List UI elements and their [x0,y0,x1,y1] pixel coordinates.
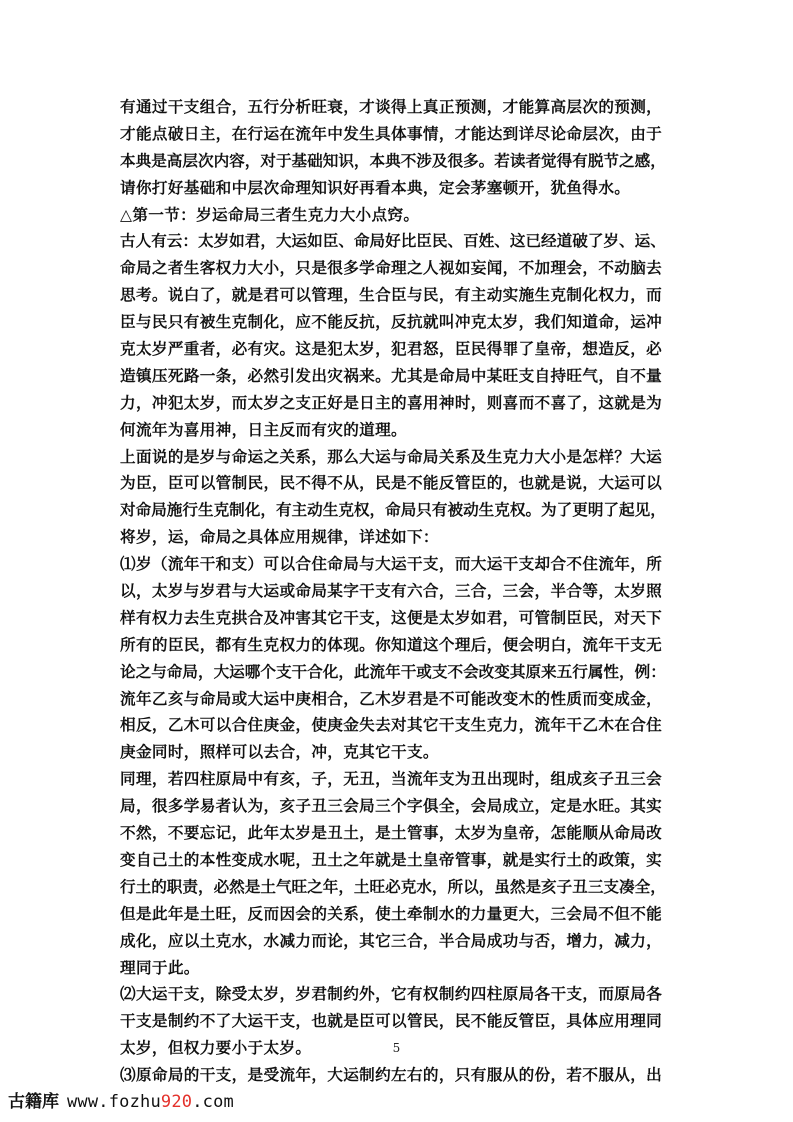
text-line: 相反，乙木可以合住庚金，使庚金失去对其它干支生克力，流年干乙木在合住 [120,716,663,735]
body-text [120,94,676,1089]
text-line: 理同于此。 [120,958,200,977]
text-line: 将岁，运，命局之具体应用规律，详述如下： [120,528,439,547]
watermark-url-number: 920 [160,1092,193,1112]
text-line: ⑵大运干支，除受太岁，岁君制约外，它有权制约四柱原局各干支，而原局各 [120,985,663,1004]
text-line: 为臣，臣可以管制民，民不得不从，民是不能反管臣的，也就是说，大运可以 [120,474,663,493]
site-watermark [8,1089,234,1115]
text-line: 本典是高层次内容，对于基础知识，本典不涉及很多。若读者觉得有脱节之感， [120,151,666,170]
watermark-url-suffix: .com [192,1092,234,1112]
text-line: △第一节：岁运命局三者生克力大小点窍。 [120,205,420,224]
text-line: 请你打好基础和中层次命理知识好再看本典，定会茅塞顿开，犹鱼得水。 [120,178,631,197]
page-number: 5 [392,1041,401,1055]
text-line: 干支是制约不了大运干支，也就是臣可以管民，民不能反管臣，具体应用理同 [120,1012,663,1031]
text-line: 何流年为喜用神，日主反而有灾的道理。 [120,420,407,439]
text-line: 样有权力去生克拱合及冲害其它干支，这便是太岁如君，可管制臣民，对天下 [120,608,663,627]
text-line: ⑴岁（流年干和支）可以合住命局与大运干支，而大运干支却合不住流年，所 [120,555,663,574]
text-line: 流年乙亥与命局或大运中庚相合，乙木岁君是不可能改变木的性质而变成金， [120,689,663,708]
text-line: 成化，应以土克水，水减力而论，其它三合，半合局成功与否，增力，减力， [120,931,663,950]
text-line: 太岁，但权力要小于太岁。 [120,1039,312,1058]
watermark-site-name: 古籍库 [8,1092,59,1112]
text-line: 庚金同时，照样可以去合，冲，克其它干支。 [120,743,439,762]
text-line: 命局之者生客权力大小，只是很多学命理之人视如妄闻，不加理会，不动脑去 [120,259,663,278]
text-line: 造镇压死路一条，必然引发出灾祸来。尤其是命局中某旺支自持旺气，自不量 [120,366,663,385]
text-line: 古人有云：太岁如君，大运如臣、命局好比臣民、百姓、这已经道破了岁、运、 [120,232,666,251]
text-line: 同理，若四柱原局中有亥，子，无丑，当流年支为丑出现时，组成亥子丑三会 [120,770,663,789]
text-line: 变自己土的本性变成水呢，丑土之年就是土皇帝管事，就是实行土的政策，实 [120,850,663,869]
text-line: 对命局施行生克制化，有主动生克权，命局只有被动生克权。为了更明了起见， [120,501,666,520]
text-line: 力，冲犯太岁，而太岁之支正好是日主的喜用神时，则喜而不喜了，这就是为 [120,393,663,412]
text-line: 臣与民只有被生克制化，应不能反抗，反抗就叫冲克太岁，我们知道命，运冲 [120,313,663,332]
watermark-url-prefix: www.fozhu [67,1092,161,1112]
text-line: 才能点破日主，在行运在流年中发生具体事情，才能达到详尽论命层次，由于 [120,124,663,143]
text-line: 思考。说白了，就是君可以管理，生合臣与民，有主动实施生克制化权力，而 [120,286,663,305]
text-line: 以，太岁与岁君与大运或命局某字干支有六合，三合，三会，半合等，太岁照 [120,582,663,601]
text-line: 局，很多学易者认为，亥子丑三会局三个字俱全，会局成立，定是水旺。其实 [120,797,663,816]
text-line: ⑶原命局的干支，是受流年，大运制约左右的，只有服从的份，若不服从，出 [120,1066,663,1085]
text-line: 上面说的是岁与命运之关系，那么大运与命局关系及生克力大小是怎样？大运 [120,447,663,466]
text-line: 论之与命局，大运哪个支干合化，此流年干或支不会改变其原来五行属性，例： [120,662,666,681]
watermark-url [67,1092,234,1112]
text-line: 行土的职责，必然是土气旺之年，土旺必克水，所以，虽然是亥子丑三支凑全， [120,877,666,896]
text-line: 有通过干支组合，五行分析旺衰，才谈得上真正预测，才能算高层次的预测， [120,98,663,116]
text-line: 所有的臣民，都有生克权力的体现。你知道这个理后，便会明白，流年干支无 [120,635,663,654]
text-line: 克太岁严重者，必有灾。这是犯太岁，犯君怒，臣民得罪了皇帝，想造反，必 [120,340,663,359]
text-line: 但是此年是土旺，反而因会的关系，使土牵制水的力量更大，三会局不但不能 [120,904,663,923]
text-line: 不然，不要忘记，此年太岁是丑土，是土管事，太岁为皇帝，怎能顺从命局改 [120,824,663,843]
